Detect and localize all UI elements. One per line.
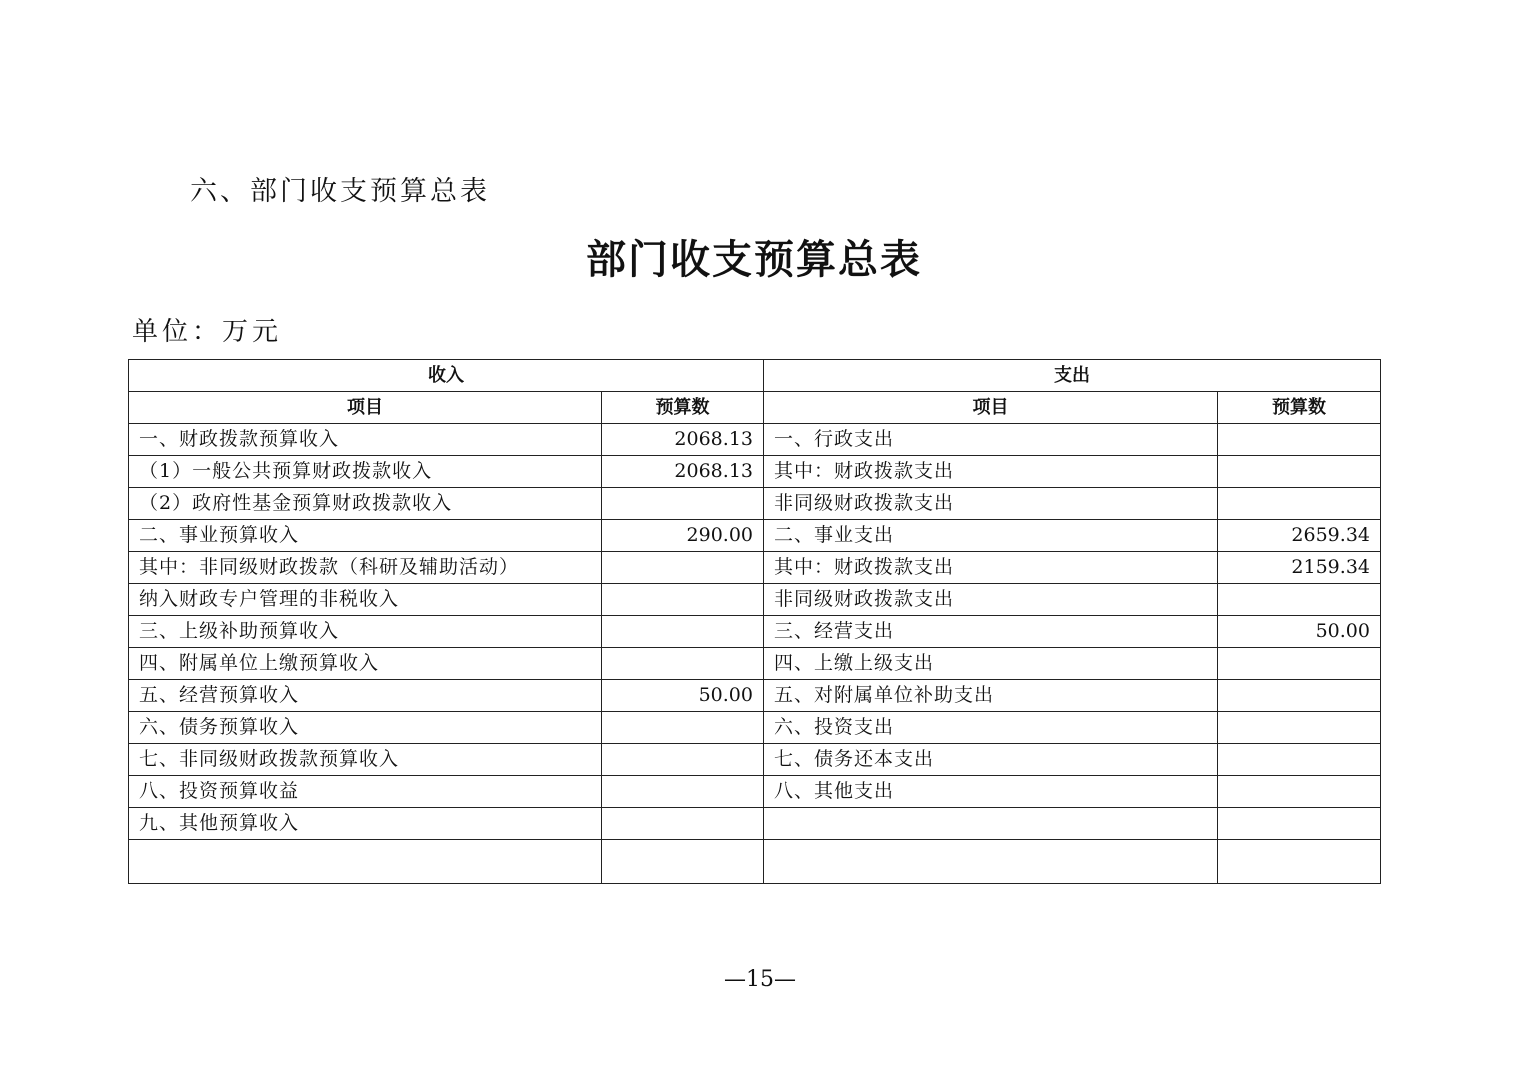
expense-amount-cell <box>1218 776 1381 808</box>
expense-amount-cell <box>1218 648 1381 680</box>
expense-item-cell: 七、债务还本支出 <box>764 744 1218 776</box>
income-item-cell: 九、其他预算收入 <box>129 808 602 840</box>
income-amount-cell <box>602 808 764 840</box>
budget-summary-table <box>128 359 1381 884</box>
section-heading: 六、部门收支预算总表 <box>190 176 490 207</box>
income-item-cell: 一、财政拨款预算收入 <box>129 424 602 456</box>
expense-amount-cell: 50.00 <box>1218 616 1381 648</box>
income-item-cell: 三、上级补助预算收入 <box>129 616 602 648</box>
expense-item-cell: 一、行政支出 <box>764 424 1218 456</box>
income-amount-cell: 2068.13 <box>602 456 764 488</box>
expense-item-cell: 六、投资支出 <box>764 712 1218 744</box>
expense-item-cell: 非同级财政拨款支出 <box>764 584 1218 616</box>
income-item-cell: （1）一般公共预算财政拨款收入 <box>129 456 602 488</box>
expense-item-column-header: 项目 <box>764 392 1218 424</box>
expense-item-cell: 非同级财政拨款支出 <box>764 488 1218 520</box>
expense-amount-cell <box>1218 712 1381 744</box>
table-title: 部门收支预算总表 <box>586 236 922 283</box>
income-item-cell: 八、投资预算收益 <box>129 776 602 808</box>
income-amount-cell <box>602 648 764 680</box>
income-item-cell: 四、附属单位上缴预算收入 <box>129 648 602 680</box>
table-row <box>129 808 1381 840</box>
expense-amount-cell <box>1218 808 1381 840</box>
expense-amount-cell <box>1218 680 1381 712</box>
income-amount-cell: 2068.13 <box>602 424 764 456</box>
expense-amount-cell <box>1218 840 1381 884</box>
income-amount-cell <box>602 616 764 648</box>
table-row <box>129 648 1381 680</box>
table-row <box>129 488 1381 520</box>
income-amount-cell <box>602 488 764 520</box>
expense-item-cell <box>764 840 1218 884</box>
income-amount-cell <box>602 840 764 884</box>
table-row <box>129 584 1381 616</box>
income-item-cell: 七、非同级财政拨款预算收入 <box>129 744 602 776</box>
income-amount-cell: 50.00 <box>602 680 764 712</box>
table-row <box>129 680 1381 712</box>
income-amount-cell <box>602 776 764 808</box>
expense-amount-cell <box>1218 456 1381 488</box>
expense-item-cell: 四、上缴上级支出 <box>764 648 1218 680</box>
table-row <box>129 776 1381 808</box>
table-row <box>129 616 1381 648</box>
expense-item-cell: 八、其他支出 <box>764 776 1218 808</box>
expense-amount-cell: 2659.34 <box>1218 520 1381 552</box>
income-amount-cell <box>602 584 764 616</box>
unit-label: 单位：万元 <box>132 317 283 347</box>
table-row <box>129 840 1381 884</box>
expense-item-cell: 其中：财政拨款支出 <box>764 456 1218 488</box>
table-row <box>129 552 1381 584</box>
expense-amount-cell <box>1218 744 1381 776</box>
table-column-header-row <box>129 392 1381 424</box>
expense-item-cell: 二、事业支出 <box>764 520 1218 552</box>
income-amount-column-header: 预算数 <box>602 392 764 424</box>
income-amount-cell <box>602 712 764 744</box>
income-item-cell: 六、债务预算收入 <box>129 712 602 744</box>
page-number: —15— <box>724 967 796 992</box>
expense-item-cell: 其中：财政拨款支出 <box>764 552 1218 584</box>
expense-amount-cell: 2159.34 <box>1218 552 1381 584</box>
income-item-cell: 二、事业预算收入 <box>129 520 602 552</box>
income-item-cell: 纳入财政专户管理的非税收入 <box>129 584 602 616</box>
table-row <box>129 520 1381 552</box>
expense-amount-cell <box>1218 584 1381 616</box>
table-row <box>129 712 1381 744</box>
expense-item-cell: 三、经营支出 <box>764 616 1218 648</box>
income-amount-cell <box>602 744 764 776</box>
income-item-cell: 其中：非同级财政拨款（科研及辅助活动） <box>129 552 602 584</box>
expense-item-cell <box>764 808 1218 840</box>
table-row <box>129 744 1381 776</box>
income-item-cell <box>129 840 602 884</box>
expense-amount-column-header: 预算数 <box>1218 392 1381 424</box>
income-group-header: 收入 <box>129 360 764 392</box>
table-row <box>129 456 1381 488</box>
income-amount-cell: 290.00 <box>602 520 764 552</box>
table-group-header-row <box>129 360 1381 392</box>
income-item-cell: 五、经营预算收入 <box>129 680 602 712</box>
expense-amount-cell <box>1218 424 1381 456</box>
income-amount-cell <box>602 552 764 584</box>
expense-item-cell: 五、对附属单位补助支出 <box>764 680 1218 712</box>
table-row <box>129 424 1381 456</box>
income-item-column-header: 项目 <box>129 392 602 424</box>
expense-amount-cell <box>1218 488 1381 520</box>
income-item-cell: （2）政府性基金预算财政拨款收入 <box>129 488 602 520</box>
table-body <box>129 424 1381 884</box>
expense-group-header: 支出 <box>764 360 1381 392</box>
